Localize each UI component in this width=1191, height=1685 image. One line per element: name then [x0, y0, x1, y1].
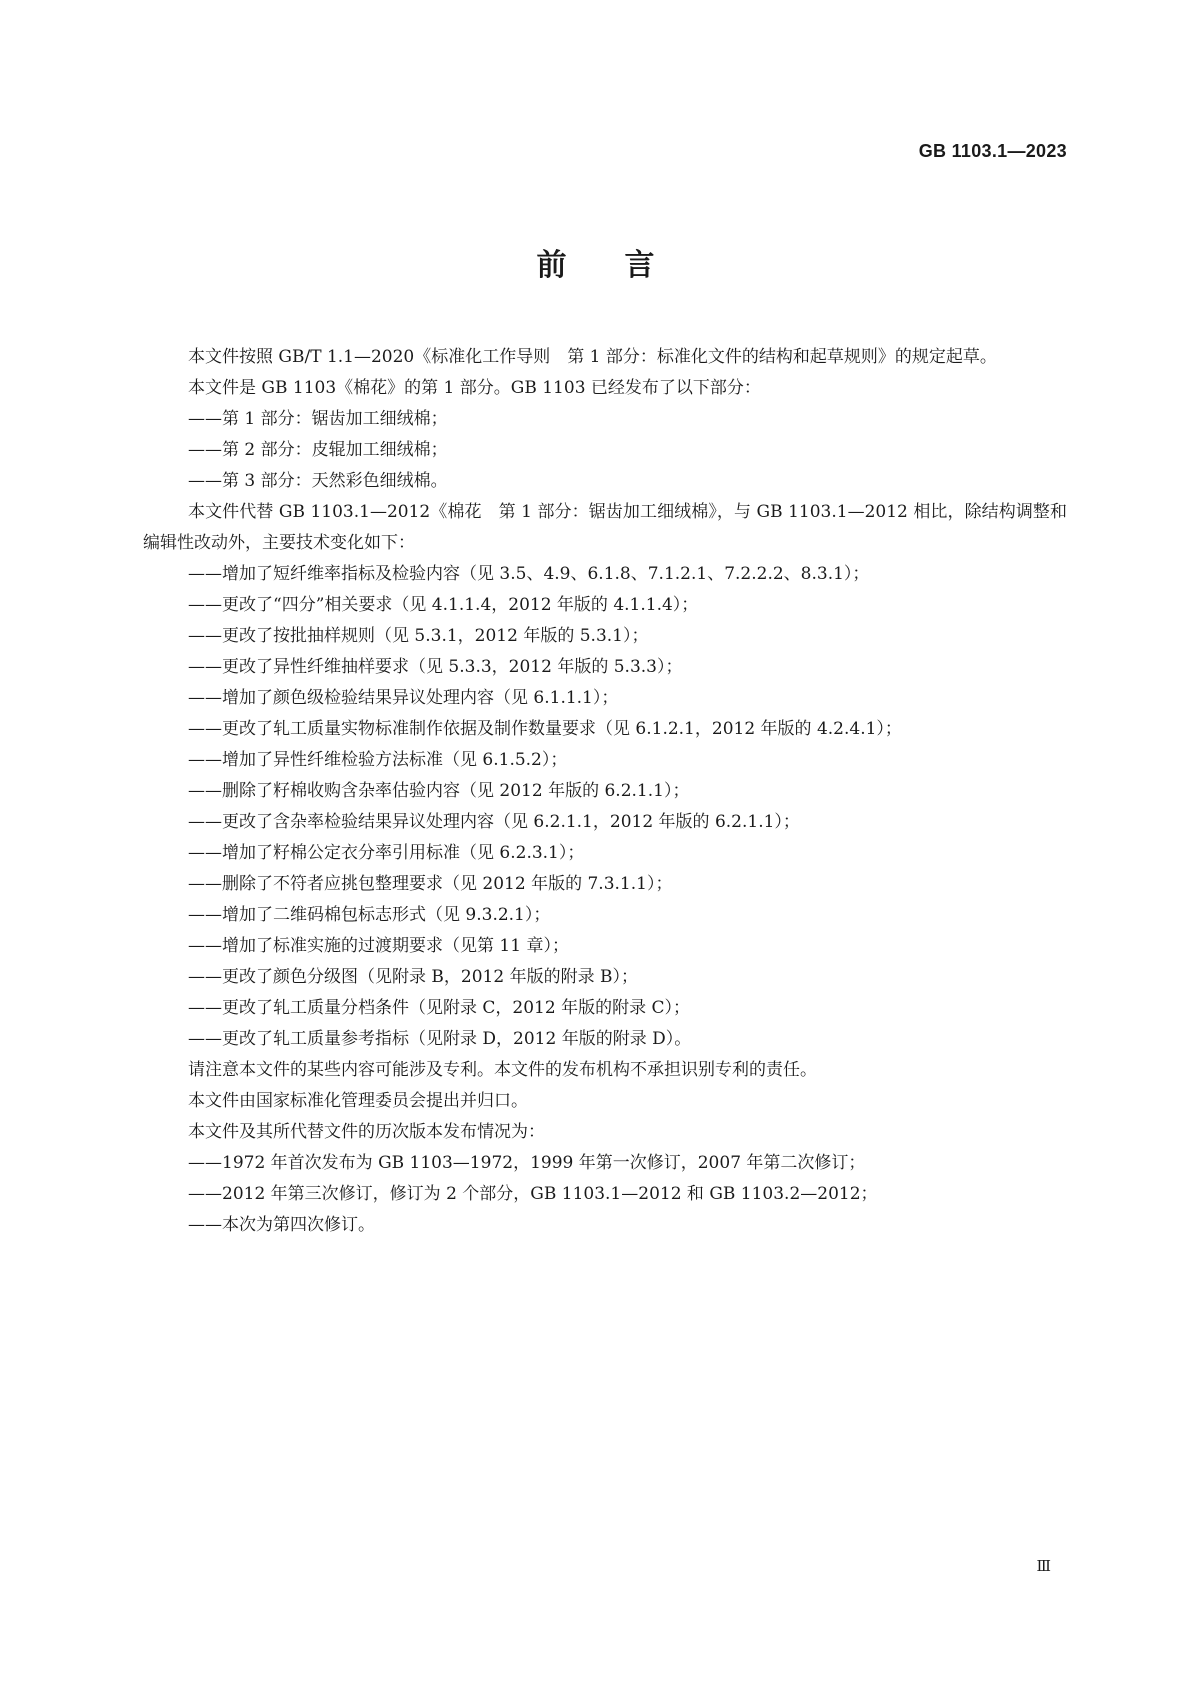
page-title: 前言: [536, 248, 713, 283]
list-item: ——2012 年第三次修订，修订为 2 个部分，GB 1103.1—2012 和 GB 1103.2—2012；: [188, 1184, 878, 1204]
paragraph: 本文件按照 GB/T 1.1—2020《标准化工作导则 第 1 部分：标准化文件的结构和起草规则》的规定起草。: [188, 347, 997, 367]
list-item: ——增加了颜色级检验结果异议处理内容（见 6.1.1.1）；: [188, 688, 619, 708]
standard-number: GB 1103.1—2023: [918, 141, 1067, 161]
list-item: ——增加了短纤维率指标及检验内容（见 3.5、4.9、6.1.8、7.1.2.1、7.2.2.2、8.3.1）；: [188, 564, 870, 584]
paragraph: 本文件由国家标准化管理委员会提出并归口。: [188, 1091, 528, 1111]
paragraph: 请注意本文件的某些内容可能涉及专利。本文件的发布机构不承担识别专利的责任。: [188, 1060, 817, 1080]
list-item: ——第 3 部分：天然彩色细绒棉。: [188, 471, 448, 491]
list-item: ——增加了异性纤维检验方法标准（见 6.1.5.2）；: [188, 750, 568, 770]
paragraph: 本文件代替 GB 1103.1—2012《棉花 第 1 部分：锯齿加工细绒棉》，与 GB 1103.1—2012 相比，除结构调整和编辑性改动外，主要技术变化如下：: [143, 502, 1067, 553]
list-item: ——更改了颜色分级图（见附录 B，2012 年版的附录 B）；: [188, 967, 638, 987]
paragraph: 本文件是 GB 1103《棉花》的第 1 部分。GB 1103 已经发布了以下部分：: [188, 378, 761, 398]
page-number: Ⅲ: [1036, 1557, 1051, 1575]
list-item: ——本次为第四次修订。: [188, 1215, 375, 1235]
list-item: ——增加了标准实施的过渡期要求（见第 11 章）；: [188, 936, 569, 956]
list-item: ——更改了含杂率检验结果异议处理内容（见 6.2.1.1，2012 年版的 6.2.1.1）；: [188, 812, 800, 832]
foreword-body: [143, 342, 1067, 1241]
list-item: ——增加了籽棉公定衣分率引用标准（见 6.2.3.1）；: [188, 843, 585, 863]
paragraph: 本文件及其所代替文件的历次版本发布情况为：: [188, 1122, 545, 1142]
list-item: ——更改了轧工质量参考指标（见附录 D，2012 年版的附录 D）。: [188, 1029, 692, 1049]
list-item: ——更改了异性纤维抽样要求（见 5.3.3，2012 年版的 5.3.3）；: [188, 657, 683, 677]
list-item: ——删除了不符者应挑包整理要求（见 2012 年版的 7.3.1.1）；: [188, 874, 673, 894]
list-item: ——更改了“四分”相关要求（见 4.1.1.4，2012 年版的 4.1.1.4）；: [188, 595, 699, 615]
list-item: ——1972 年首次发布为 GB 1103—1972，1999 年第一次修订，2007 年第二次修订；: [188, 1153, 866, 1173]
list-item: ——删除了籽棉收购含杂率估验内容（见 2012 年版的 6.2.1.1）；: [188, 781, 690, 801]
list-item: ——更改了轧工质量实物标准制作依据及制作数量要求（见 6.1.2.1，2012 年版的 4.2.4.1）；: [188, 719, 902, 739]
list-item: ——第 1 部分：锯齿加工细绒棉；: [188, 409, 448, 429]
list-item: ——更改了按批抽样规则（见 5.3.1，2012 年版的 5.3.1）；: [188, 626, 649, 646]
list-item: ——增加了二维码棉包标志形式（见 9.3.2.1）；: [188, 905, 551, 925]
list-item: ——第 2 部分：皮辊加工细绒棉；: [188, 440, 448, 460]
list-item: ——更改了轧工质量分档条件（见附录 C，2012 年版的附录 C）；: [188, 998, 690, 1018]
